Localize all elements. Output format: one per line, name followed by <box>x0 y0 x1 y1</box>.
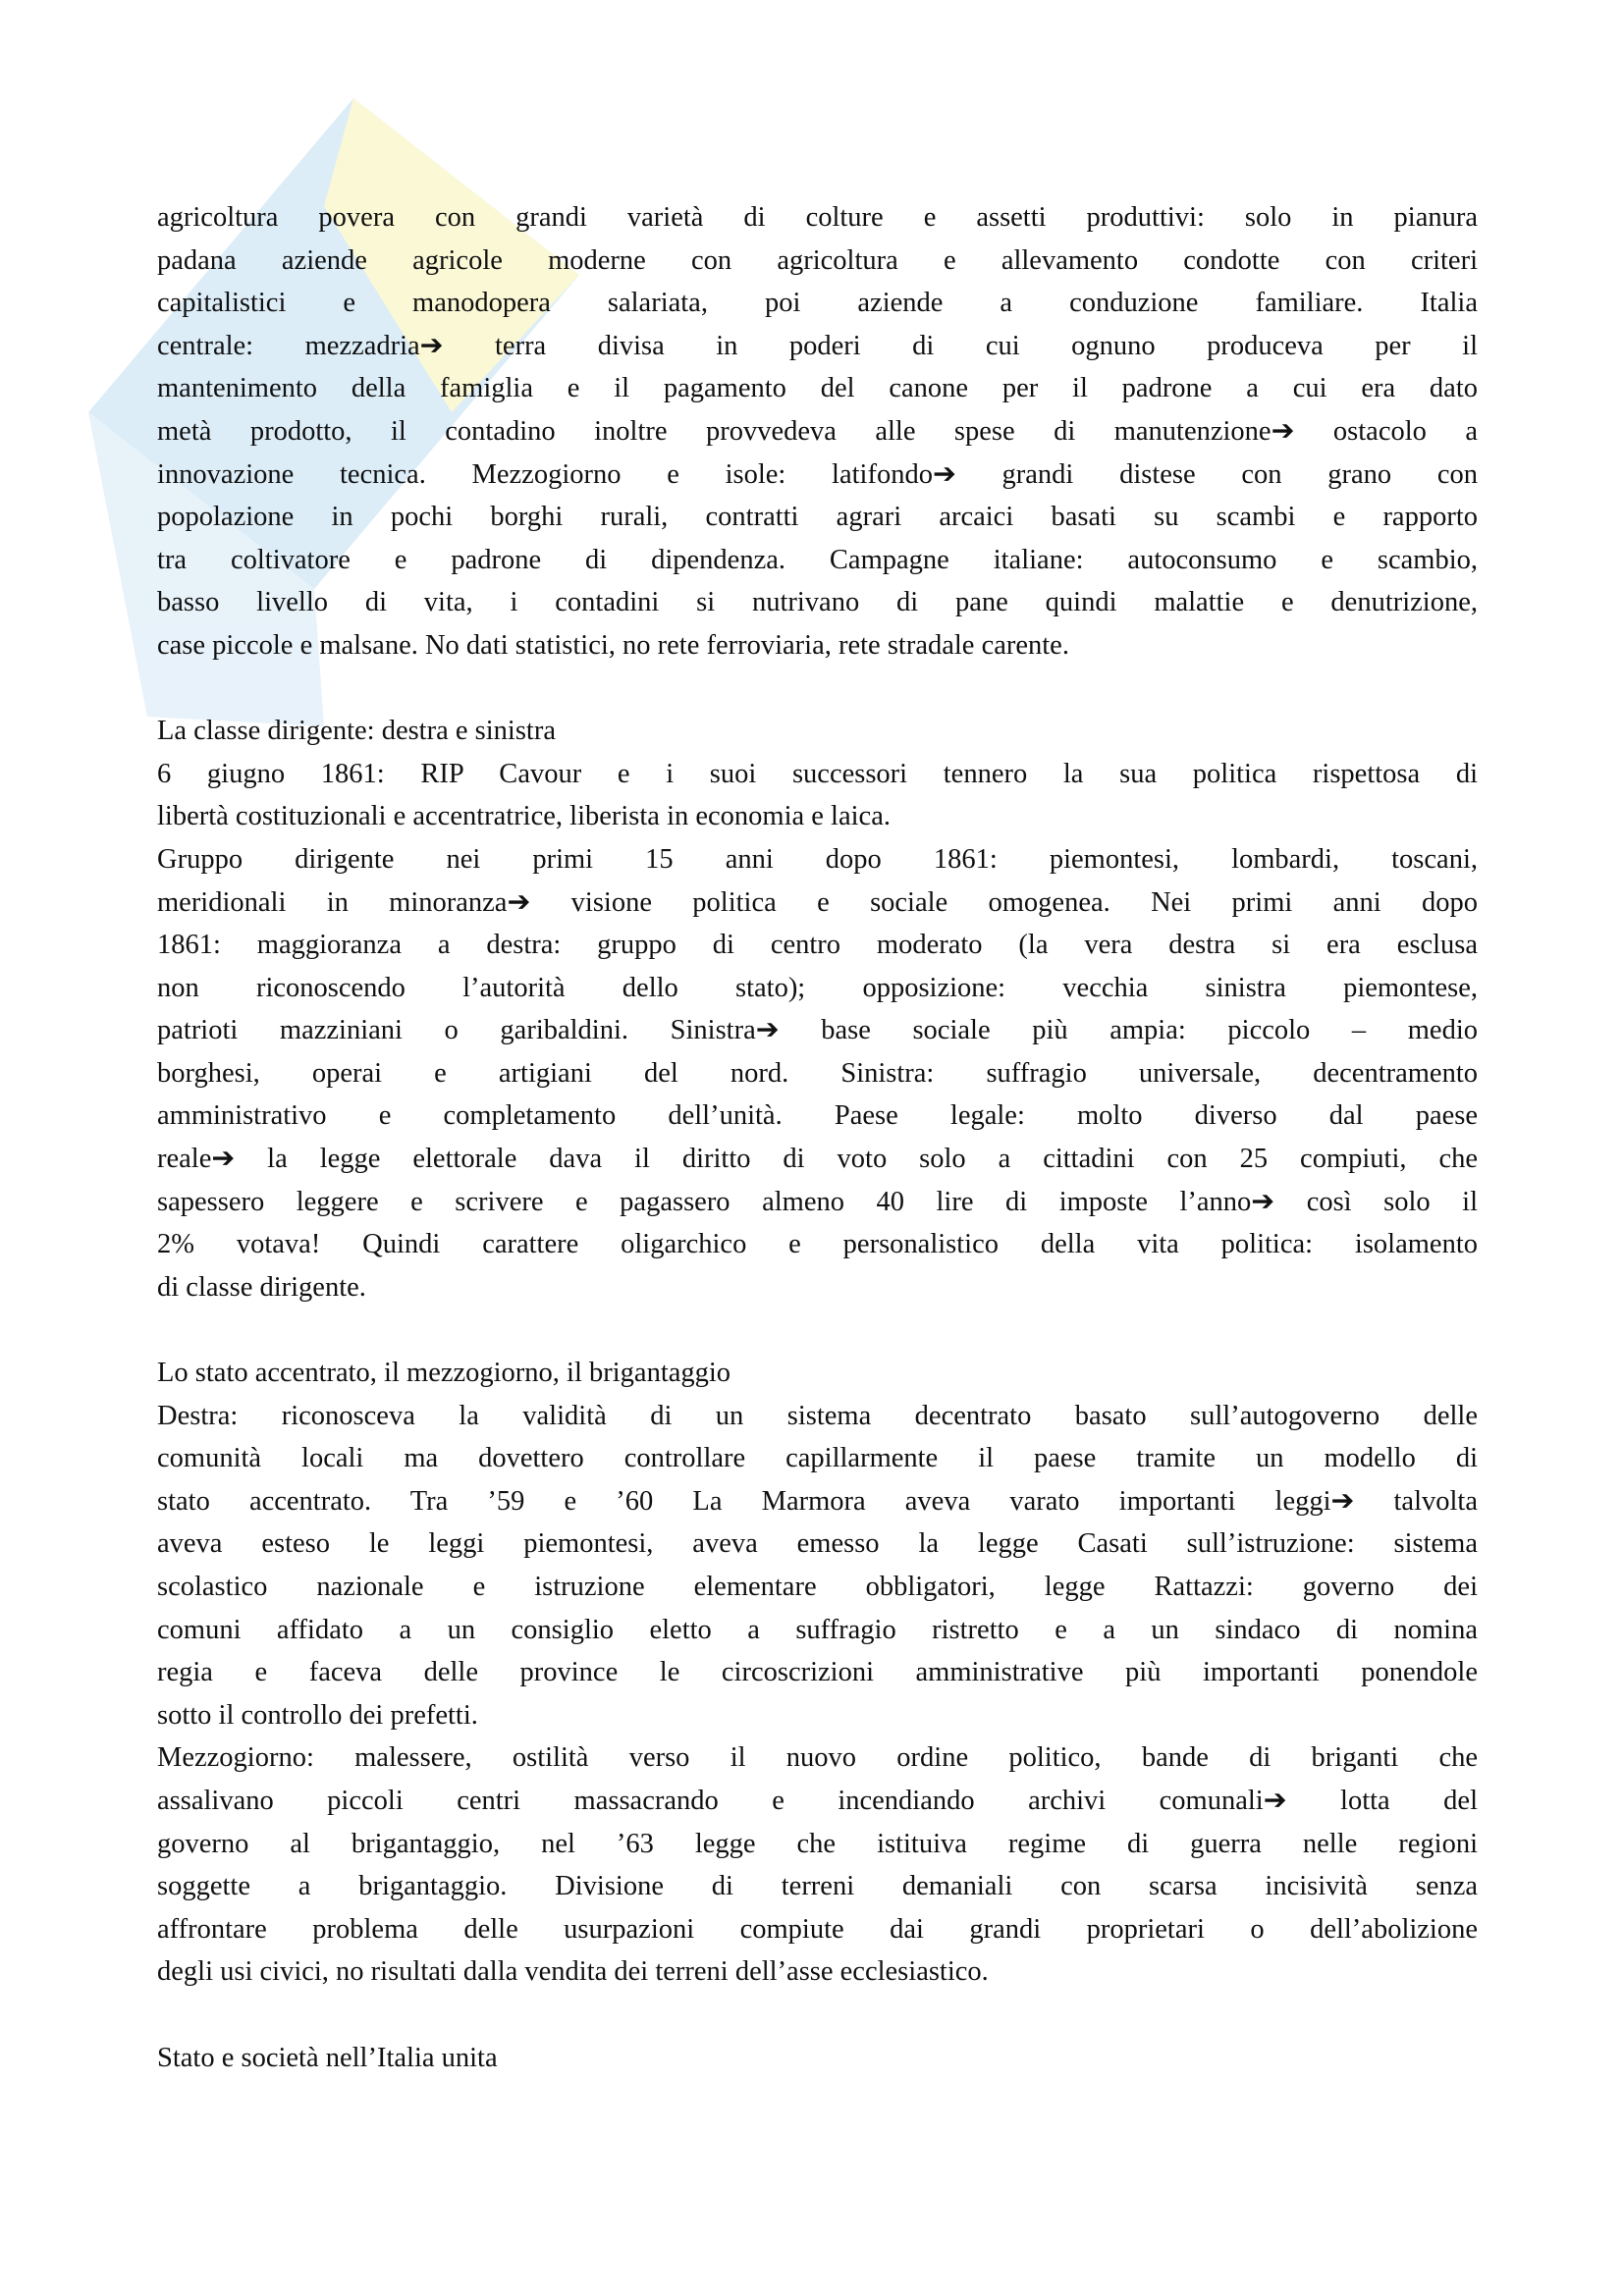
blank-line <box>157 1308 1478 1352</box>
text-line: sotto il controllo dei prefetti. <box>157 1699 478 1731</box>
text-line: Gruppo dirigente nei primi 15 anni dopo 1861: piemontesi, lombardi, toscani, <box>157 843 1478 875</box>
text-line: soggette a brigantaggio. Divisione di terreni demaniali con scarsa incisività senza <box>157 1871 1478 1902</box>
text-line: comunità locali ma dovettero controllare capillarmente il paese tramite un modello di <box>157 1443 1478 1474</box>
text-line: popolazione in pochi borghi rurali, contratti agrari arcaici basati su scambi e rapporto <box>157 502 1478 533</box>
section-heading: Stato e società nell’Italia unita <box>157 2042 498 2073</box>
text-line: regia e faceva delle province le circoscrizioni amministrative più importanti ponendole <box>157 1657 1478 1688</box>
text-line: amministrativo e completamento dell’unità. Paese legale: molto diverso dal paese <box>157 1100 1478 1132</box>
blank-line <box>157 1994 1478 2037</box>
text-line: tra coltivatore e padrone di dipendenza. Campagne italiane: autoconsumo e scambio, <box>157 544 1478 575</box>
text-line: Destra: riconosceva la validità di un sistema decentrato basato sull’autogoverno delle <box>157 1400 1478 1431</box>
text-line: capitalistici e manodopera salariata, poi aziende a conduzione familiare. Italia <box>157 288 1478 319</box>
text-line: metà prodotto, il contadino inoltre provvedeva alle spese di manutenzione➔ ostacolo a <box>157 415 1478 447</box>
text-line: assalivano piccoli centri massacrando e incendiando archivi comunali➔ lotta del <box>157 1785 1478 1816</box>
text-line: agricoltura povera con grandi varietà di colture e assetti produttivi: solo in pianura <box>157 202 1478 233</box>
text-line: governo al brigantaggio, nel ’63 legge che istituiva regime di guerra nelle regioni <box>157 1828 1478 1859</box>
text-line: 6 giugno 1861: RIP Cavour e i suoi successori tennero la sua politica rispettosa di <box>157 758 1478 789</box>
text-line: meridionali in minoranza➔ visione politica e sociale omogenea. Nei primi anni dopo <box>157 886 1478 918</box>
text-line: degli usi civici, no risultati dalla vendita dei terreni dell’asse ecclesiastico. <box>157 1956 989 1988</box>
text-line: scolastico nazionale e istruzione elementare obbligatori, legge Rattazzi: governo dei <box>157 1572 1478 1602</box>
text-line: padana aziende agricole moderne con agricoltura e allevamento condotte con criteri <box>157 244 1478 276</box>
document-page <box>157 196 1478 2079</box>
section-heading: La classe dirigente: destra e sinistra <box>157 716 556 747</box>
text-line: sapessero leggere e scrivere e pagassero almeno 40 lire di imposte l’anno➔ così solo il <box>157 1186 1478 1217</box>
text-line: centrale: mezzadria➔ terra divisa in poderi di cui ognuno produceva per il <box>157 330 1478 361</box>
text-line: mantenimento della famiglia e il pagamento del canone per il padrone a cui era dato <box>157 373 1478 404</box>
text-line: borghesi, operai e artigiani del nord. Sinistra: suffragio universale, decentramento <box>157 1057 1478 1089</box>
text-line: stato accentrato. Tra ’59 e ’60 La Marmora aveva varato importanti leggi➔ talvolta <box>157 1485 1478 1517</box>
text-line: aveva esteso le leggi piemontesi, aveva emesso la legge Casati sull’istruzione: sistema <box>157 1528 1478 1560</box>
text-line: 2% votava! Quindi carattere oligarchico e personalistico della vita politica: isolamento <box>157 1229 1478 1260</box>
text-line: 1861: maggioranza a destra: gruppo di centro moderato (la vera destra si era esclusa <box>157 930 1478 961</box>
text-line: libertà costituzionali e accentratrice, liberista in economia e laica. <box>157 801 891 832</box>
text-line: basso livello di vita, i contadini si nutrivano di pane quindi malattie e denutrizione, <box>157 587 1478 618</box>
text-line: innovazione tecnica. Mezzogiorno e isole: latifondo➔ grandi distese con grano con <box>157 458 1478 490</box>
text-line: patrioti mazziniani o garibaldini. Sinistra➔ base sociale più ampia: piccolo – medio <box>157 1015 1478 1046</box>
blank-line <box>157 667 1478 711</box>
text-line: di classe dirigente. <box>157 1271 366 1303</box>
text-line: affrontare problema delle usurpazioni compiute dai grandi proprietari o dell’abolizione <box>157 1913 1478 1945</box>
text-line: non riconoscendo l’autorità dello stato); opposizione: vecchia sinistra piemontese, <box>157 972 1478 1003</box>
section-heading: Lo stato accentrato, il mezzogiorno, il brigantaggio <box>157 1358 731 1389</box>
text-line: reale➔ la legge elettorale dava il diritto di voto solo a cittadini con 25 compiuti, che <box>157 1144 1478 1175</box>
text-line: case piccole e malsane. No dati statistici, no rete ferroviaria, rete stradale carente. <box>157 629 1069 661</box>
text-line: Mezzogiorno: malessere, ostilità verso il nuovo ordine politico, bande di briganti che <box>157 1742 1478 1774</box>
text-line: comuni affidato a un consiglio eletto a suffragio ristretto e a un sindaco di nomina <box>157 1614 1478 1645</box>
